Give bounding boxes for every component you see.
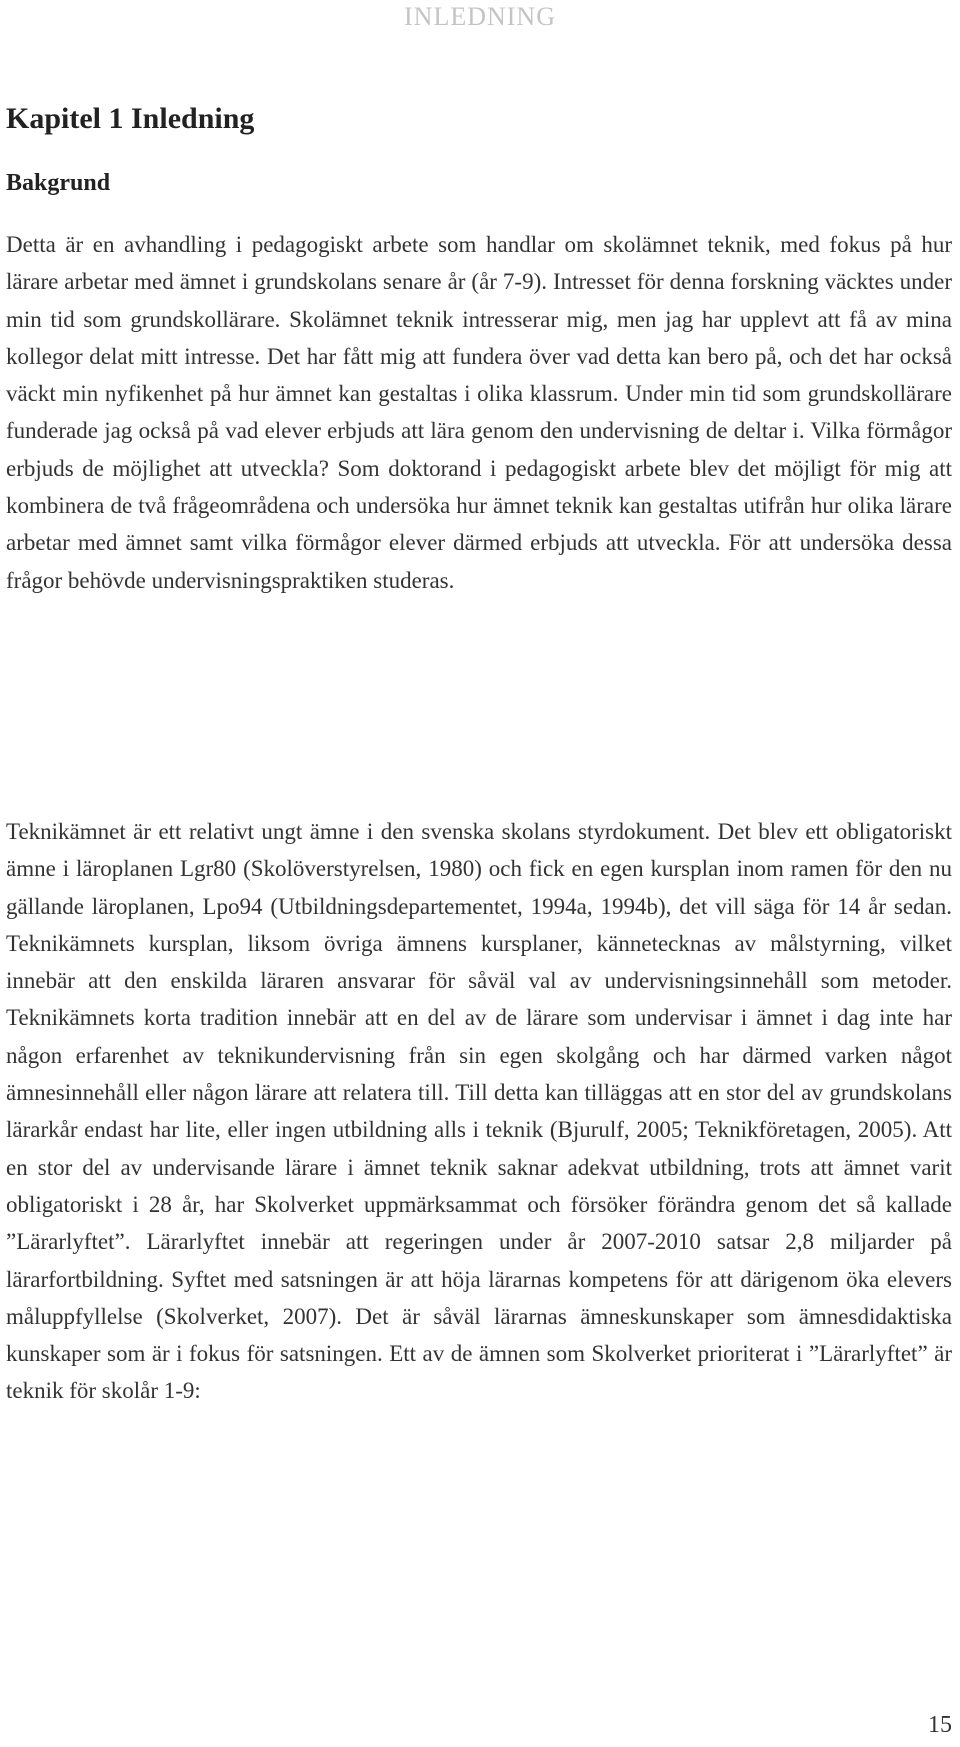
section-title: Bakgrund [6, 170, 111, 196]
page-number: 15 [928, 1712, 952, 1738]
chapter-title: Kapitel 1 Inledning [6, 102, 255, 135]
running-header: INLEDNING [404, 2, 556, 31]
body-paragraph-1: Detta är en avhandling i pedagogiskt arbete som handlar om skolämnet teknik, med fokus på hur lärare arbetar med ämnet i grundskolans senare år (år 7-9). Intresset för denna forskning väcktes under min tid som grundskollärare. Skolämnet teknik intresserar mig, men jag har upplevt att få av mina kollegor delat mitt intresse. Det har fått mig att fundera över vad detta kan bero på, och det har också väckt min nyfikenhet på hur ämnet kan gestaltas i olika klassrum. Under min tid som grundskollärare funderade jag också på vad elever erbjuds att lära genom den undervisning de deltar i. Vilka förmågor erbjuds de möjlighet att utveckla? Som doktorand i pedagogiskt arbete blev det möjligt för mig att kombinera de två frågeområdena och undersöka hur ämnet teknik kan gestaltas utifrån hur olika lärare arbetar med ämnet samt vilka förmågor elever därmed erbjuds att utveckla. För att undersöka dessa frågor behövde undervisningspraktiken studeras. [6, 232, 952, 593]
body-paragraph-2: Teknikämnet är ett relativt ungt ämne i den svenska skolans styrdokument. Det blev ett obligatoriskt ämne i läroplanen Lgr80 (Skolöverstyrelsen, 1980) och fick en egen kursplan inom ramen för den nu gällande läroplanen, Lpo94 (Utbildningsdepartementet, 1994a, 1994b), det vill säga för 14 år sedan. Teknikämnets kursplan, liksom övriga ämnens kursplaner, kännetecknas av målstyrning, vilket innebär att den enskilda läraren ansvarar för såväl val av undervisningsinnehåll som metoder. Teknikämnets korta tradition innebär att en del av de lärare som undervisar i ämnet i dag inte har någon erfarenhet av teknikundervisning från sin egen skolgång och har därmed varken något ämnesinnehåll eller någon lärare att relatera till. Till detta kan tilläggas att en stor del av grundskolans lärarkår endast har lite, eller ingen utbildning alls i teknik (Bjurulf, 2005; Teknikföretagen, 2005). Att en stor del av undervisande lärare i ämnet teknik saknar adekvat utbildning, trots att ämnet varit obligatoriskt i 28 år, har Skolverket uppmärksammat och försöker förändra genom det så kallade ”Lärarlyftet”. Lärarlyftet innebär att regeringen under år 2007-2010 satsar 2,8 miljarder på lärarfortbildning. Syftet med satsningen är att höja lärarnas kompetens för att därigenom öka elevers måluppfyllelse (Skolverket, 2007). Det är såväl lärarnas ämneskunskaper som ämnesdidaktiska kunskaper som är i fokus för satsningen. Ett av de ämnen som Skolverket prioriterat i ”Lärarlyftet” är teknik för skolår 1-9: [6, 819, 952, 1404]
